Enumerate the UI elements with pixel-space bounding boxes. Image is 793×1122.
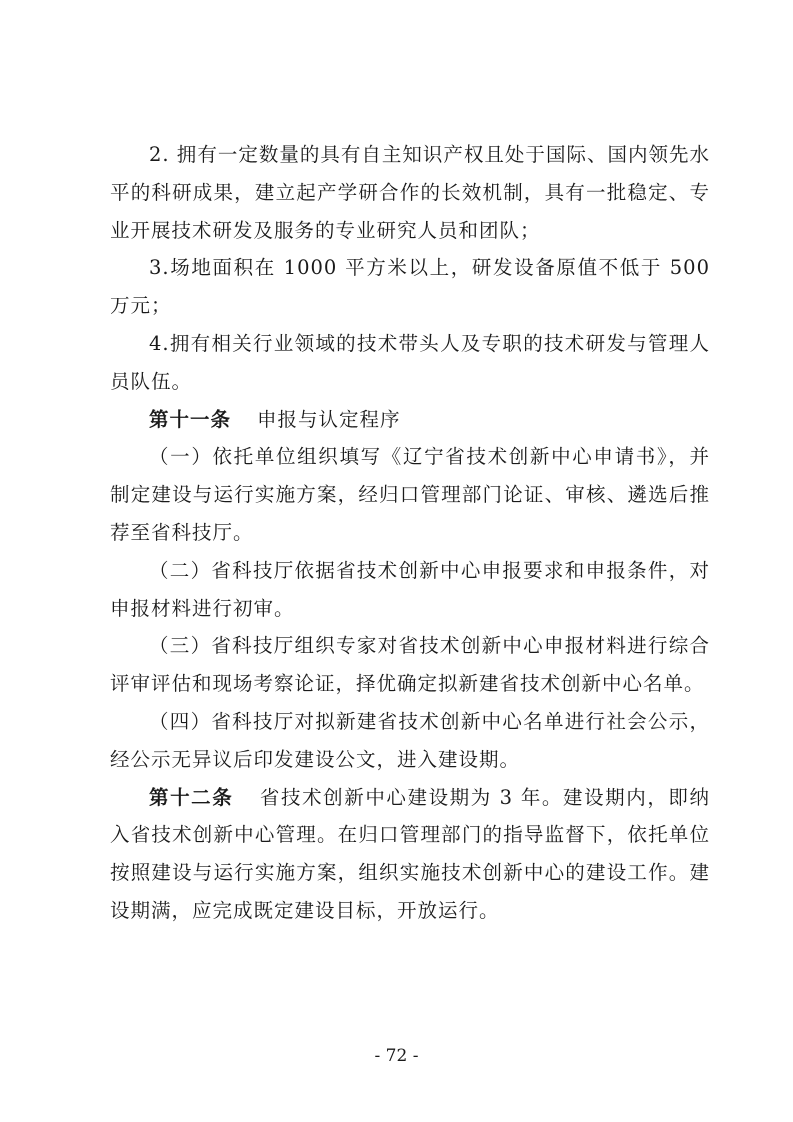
paragraph-item-4: 4.拥有相关行业领域的技术带头人及专职的技术研发与管理人员队伍。 <box>110 331 710 393</box>
article-12-heading: 第十二条 <box>149 785 234 809</box>
article-11-title: 申报与认定程序 <box>257 407 401 431</box>
article-12-paragraph <box>110 779 710 930</box>
article-12-text: 省技术创新中心建设期为 3 年。建设期内，即纳入省技术创新中心管理。在归口管理部门的指导监督下，依托单位按照建设与运行实施方案，组织实施技术创新中心的建设工作。建设期满，应完成既定建设目标，开放运行。 <box>110 785 710 922</box>
page-number: - 72 - <box>374 1046 419 1066</box>
article-11-paragraph <box>110 401 710 439</box>
procedure-step-1: （一）依托单位组织填写《辽宁省技术创新中心申请书》，并制定建设与运行实施方案，经归口管理部门论证、审核、遴选后推荐至省科技厅。 <box>110 445 710 544</box>
document-body <box>110 136 710 930</box>
procedure-step-2: （二）省科技厅依据省技术创新中心申报要求和申报条件，对申报材料进行初审。 <box>110 558 710 620</box>
procedure-step-3: （三）省科技厅组织专家对省技术创新中心申报材料进行综合评审评估和现场考察论证，择优确定拟新建省技术创新中心名单。 <box>110 634 710 696</box>
procedure-step-4: （四）省科技厅对拟新建省技术创新中心名单进行社会公示，经公示无异议后印发建设公文，进入建设期。 <box>110 709 710 771</box>
paragraph-item-3: 3.场地面积在 1000 平方米以上，研发设备原值不低于 500 万元； <box>110 256 710 318</box>
paragraph-item-2: 2. 拥有一定数量的具有自主知识产权且处于国际、国内领先水平的科研成果，建立起产学研合作的长效机制，具有一批稳定、专业开展技术研发及服务的专业研究人员和团队； <box>110 143 710 242</box>
article-11-heading: 第十一条 <box>149 407 232 431</box>
